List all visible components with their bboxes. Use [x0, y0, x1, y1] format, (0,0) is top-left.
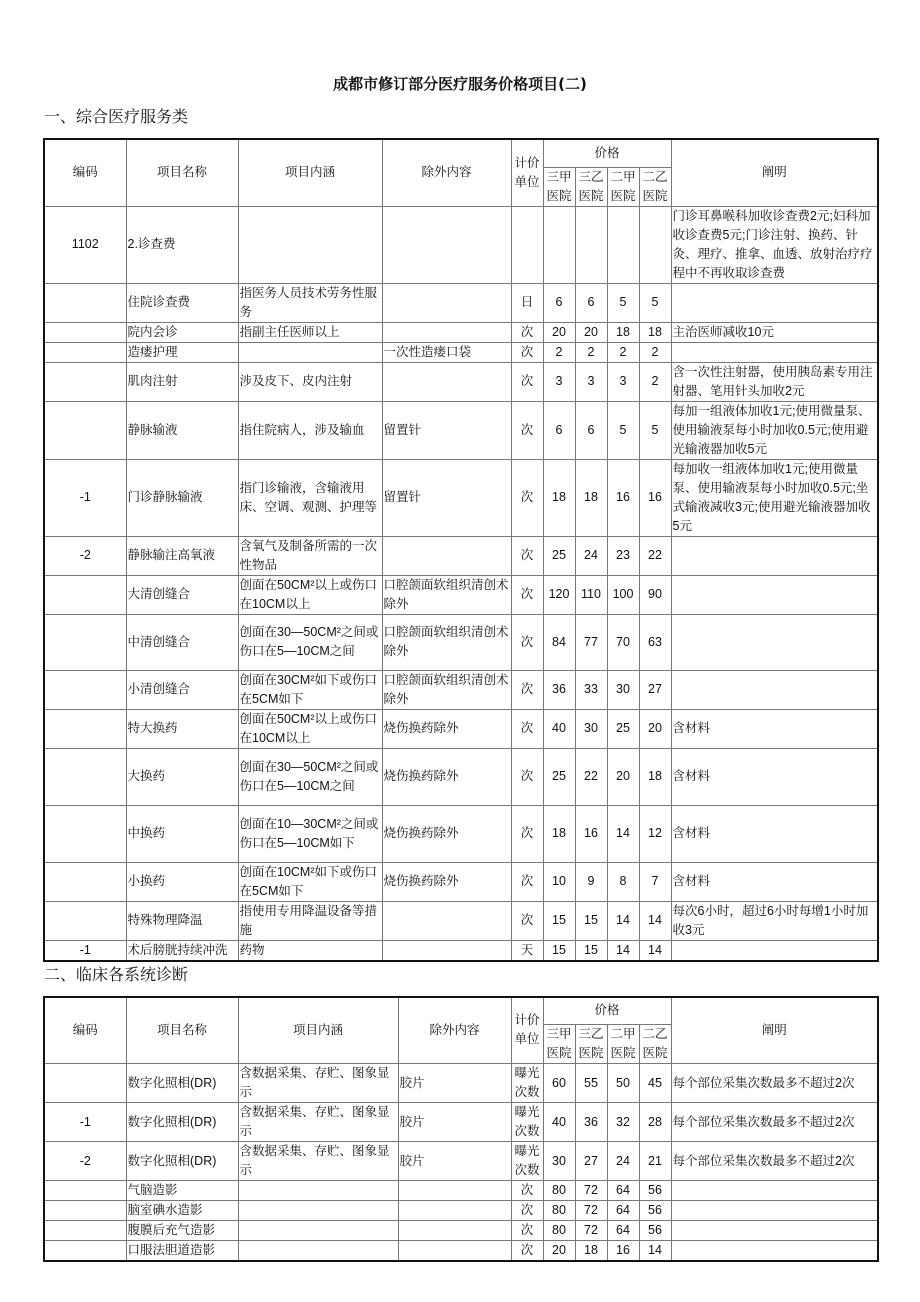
- price-table-general: [43, 138, 879, 962]
- item-exclusions: 胶片: [398, 1103, 511, 1142]
- header-name: 项目名称: [126, 139, 238, 206]
- item-price-2: 14: [607, 805, 639, 862]
- item-price-3: 28: [639, 1103, 671, 1142]
- item-price-0: 2: [543, 342, 575, 362]
- item-price-0: 80: [543, 1181, 575, 1201]
- item-price-0: 25: [543, 748, 575, 805]
- item-price-3: 2: [639, 342, 671, 362]
- table-header-row: [44, 139, 878, 167]
- item-price-0: 18: [543, 459, 575, 536]
- item-note: 含材料: [671, 862, 878, 901]
- header-level-3: 二乙医院: [639, 167, 671, 206]
- item-price-2: 20: [607, 748, 639, 805]
- header-unit: 计价单位: [511, 997, 543, 1064]
- item-price-1: 72: [575, 1221, 607, 1241]
- item-price-1: 30: [575, 709, 607, 748]
- item-content: 创面在30—50CM²之间或伤口在5—10CM之间: [238, 748, 382, 805]
- item-price-3: 22: [639, 536, 671, 575]
- item-unit: 次: [511, 614, 543, 670]
- item-name: 脑室碘水造影: [126, 1201, 238, 1221]
- table-row: [44, 670, 878, 709]
- item-price-3: 14: [639, 901, 671, 940]
- table-row: [44, 748, 878, 805]
- header-code: 编码: [44, 139, 126, 206]
- item-price-1: 27: [575, 1142, 607, 1181]
- item-unit: 次: [511, 862, 543, 901]
- item-content: 指使用专用降温设备等措施: [238, 901, 382, 940]
- item-price-0: 60: [543, 1064, 575, 1103]
- item-price-0: 6: [543, 401, 575, 459]
- item-price-0: 6: [543, 283, 575, 322]
- item-price-2: 64: [607, 1221, 639, 1241]
- item-price-0: 80: [543, 1221, 575, 1241]
- header-level-3: 二乙医院: [639, 1025, 671, 1064]
- item-code: [44, 805, 126, 862]
- item-name: 中换药: [126, 805, 238, 862]
- item-price-2: 25: [607, 709, 639, 748]
- item-name: 造瘘护理: [126, 342, 238, 362]
- item-unit: 次: [511, 670, 543, 709]
- item-price-1: 9: [575, 862, 607, 901]
- item-code: [44, 342, 126, 362]
- item-name: 大换药: [126, 748, 238, 805]
- item-price-3: 20: [639, 709, 671, 748]
- item-code: -1: [44, 459, 126, 536]
- table-row: [44, 1142, 878, 1181]
- item-content: 含数据采集、存贮、图象显示: [238, 1142, 398, 1181]
- item-price-2: 70: [607, 614, 639, 670]
- item-unit: 曝光次数: [511, 1064, 543, 1103]
- item-note: [671, 1221, 878, 1241]
- item-price-2: 5: [607, 401, 639, 459]
- item-price-1: 20: [575, 322, 607, 342]
- item-price-3: 90: [639, 575, 671, 614]
- item-price-3: 45: [639, 1064, 671, 1103]
- item-price-2: 3: [607, 362, 639, 401]
- item-note: 含材料: [671, 709, 878, 748]
- item-price-2: 32: [607, 1103, 639, 1142]
- item-unit: 次: [511, 748, 543, 805]
- item-code: 1102: [44, 206, 126, 283]
- item-name: 大清创缝合: [126, 575, 238, 614]
- item-code: -1: [44, 940, 126, 961]
- item-unit: 次: [511, 1241, 543, 1262]
- table-row: [44, 401, 878, 459]
- item-exclusions: 一次性造瘘口袋: [382, 342, 511, 362]
- item-unit: 次: [511, 901, 543, 940]
- item-price-2: 50: [607, 1064, 639, 1103]
- item-name: 术后膀胱持续冲洗: [126, 940, 238, 961]
- item-note: 含材料: [671, 748, 878, 805]
- item-price-3: 5: [639, 401, 671, 459]
- item-exclusions: 口腔颌面软组织清创术除外: [382, 670, 511, 709]
- item-exclusions: [382, 536, 511, 575]
- item-unit: 次: [511, 709, 543, 748]
- item-price-3: 56: [639, 1201, 671, 1221]
- item-exclusions: 胶片: [398, 1064, 511, 1103]
- table-row: [44, 709, 878, 748]
- item-note: 门诊耳鼻喉科加收诊查费2元;妇科加收诊查费5元;门诊注射、换药、针灸、理疗、推拿、血透、放射治疗疗程中不再收取诊查费: [671, 206, 878, 283]
- item-code: [44, 575, 126, 614]
- section-heading: 二、临床各系统诊断: [44, 964, 189, 984]
- item-content: 创面在10CM²如下或伤口在5CM如下: [238, 862, 382, 901]
- item-code: [44, 748, 126, 805]
- item-note: 主治医师减收10元: [671, 322, 878, 342]
- header-level-0: 三甲医院: [543, 167, 575, 206]
- item-exclusions: 烧伤换药除外: [382, 709, 511, 748]
- item-exclusions: [382, 901, 511, 940]
- item-price-0: 15: [543, 901, 575, 940]
- item-code: [44, 1221, 126, 1241]
- item-price-2: 5: [607, 283, 639, 322]
- item-price-0: 120: [543, 575, 575, 614]
- table-row: [44, 459, 878, 536]
- header-level-1: 三乙医院: [575, 167, 607, 206]
- item-price-1: 72: [575, 1181, 607, 1201]
- item-price-0: 3: [543, 362, 575, 401]
- table-row: [44, 614, 878, 670]
- item-note: 每加一组液体加收1元;使用微量泵、使用输液泵每小时加收0.5元;使用避光输液器加收5元: [671, 401, 878, 459]
- item-content: [238, 1201, 398, 1221]
- item-price-3: 56: [639, 1221, 671, 1241]
- item-unit: 次: [511, 1201, 543, 1221]
- item-note: [671, 575, 878, 614]
- table-row: [44, 536, 878, 575]
- item-note: 每个部位采集次数最多不超过2次: [671, 1103, 878, 1142]
- item-price-0: 30: [543, 1142, 575, 1181]
- item-price-0: 25: [543, 536, 575, 575]
- item-code: [44, 1241, 126, 1262]
- item-unit: 次: [511, 1181, 543, 1201]
- item-code: [44, 1064, 126, 1103]
- item-price-2: [607, 206, 639, 283]
- item-unit: 日: [511, 283, 543, 322]
- item-price-2: 16: [607, 1241, 639, 1262]
- header-price: 价格: [543, 997, 671, 1025]
- item-exclusions: 口腔颌面软组织清创术除外: [382, 575, 511, 614]
- item-note: [671, 1201, 878, 1221]
- item-name: 特大换药: [126, 709, 238, 748]
- item-price-3: 5: [639, 283, 671, 322]
- item-name: 小清创缝合: [126, 670, 238, 709]
- item-name: 2.诊查费: [126, 206, 238, 283]
- header-price: 价格: [543, 139, 671, 167]
- item-note: [671, 614, 878, 670]
- item-note: 每个部位采集次数最多不超过2次: [671, 1064, 878, 1103]
- item-name: 静脉输注高氧液: [126, 536, 238, 575]
- item-price-2: 8: [607, 862, 639, 901]
- item-price-3: 12: [639, 805, 671, 862]
- item-name: 数字化照相(DR): [126, 1064, 238, 1103]
- table-row: [44, 1221, 878, 1241]
- item-content: 创面在30—50CM²之间或伤口在5—10CM之间: [238, 614, 382, 670]
- item-price-1: 72: [575, 1201, 607, 1221]
- item-price-1: 18: [575, 1241, 607, 1262]
- item-name: 静脉输液: [126, 401, 238, 459]
- item-price-0: 80: [543, 1201, 575, 1221]
- item-price-2: 64: [607, 1181, 639, 1201]
- item-price-0: 10: [543, 862, 575, 901]
- item-note: 每加收一组液体加收1元;使用微量泵、使用输液泵每小时加收0.5元;坐式输液减收3元;使用避光输液器加收5元: [671, 459, 878, 536]
- item-price-2: 100: [607, 575, 639, 614]
- item-exclusions: 烧伤换药除外: [382, 805, 511, 862]
- table-row: [44, 283, 878, 322]
- item-content: 指医务人员技术劳务性服务: [238, 283, 382, 322]
- table-row: [44, 1064, 878, 1103]
- header-content: 项目内涵: [238, 997, 398, 1064]
- item-price-0: [543, 206, 575, 283]
- table-row: [44, 805, 878, 862]
- table-row: [44, 940, 878, 961]
- item-content: 指门诊输液，含输液用床、空调、观测、护理等: [238, 459, 382, 536]
- item-unit: 次: [511, 362, 543, 401]
- item-content: 指住院病人，涉及输血: [238, 401, 382, 459]
- item-note: [671, 1181, 878, 1201]
- item-note: [671, 670, 878, 709]
- item-price-1: 6: [575, 283, 607, 322]
- table-row: [44, 575, 878, 614]
- item-exclusions: [382, 362, 511, 401]
- item-note: [671, 342, 878, 362]
- item-note: [671, 940, 878, 961]
- item-price-0: 40: [543, 1103, 575, 1142]
- item-exclusions: [382, 206, 511, 283]
- item-note: 每个部位采集次数最多不超过2次: [671, 1142, 878, 1181]
- item-price-1: 2: [575, 342, 607, 362]
- item-note: [671, 1241, 878, 1262]
- item-price-2: 30: [607, 670, 639, 709]
- item-code: [44, 283, 126, 322]
- item-unit: [511, 206, 543, 283]
- item-code: [44, 362, 126, 401]
- item-price-2: 64: [607, 1201, 639, 1221]
- item-price-1: 33: [575, 670, 607, 709]
- item-name: 门诊静脉输液: [126, 459, 238, 536]
- item-name: 数字化照相(DR): [126, 1103, 238, 1142]
- table-row: [44, 322, 878, 342]
- header-name: 项目名称: [126, 997, 238, 1064]
- item-exclusions: [398, 1241, 511, 1262]
- item-price-3: 14: [639, 940, 671, 961]
- item-unit: 曝光次数: [511, 1142, 543, 1181]
- header-level-2: 二甲医院: [607, 167, 639, 206]
- item-code: [44, 709, 126, 748]
- item-price-3: 18: [639, 748, 671, 805]
- item-code: [44, 614, 126, 670]
- item-content: 涉及皮下、皮内注射: [238, 362, 382, 401]
- item-price-0: 15: [543, 940, 575, 961]
- item-price-1: 24: [575, 536, 607, 575]
- item-content: 药物: [238, 940, 382, 961]
- item-price-3: [639, 206, 671, 283]
- item-content: [238, 206, 382, 283]
- item-note: [671, 536, 878, 575]
- item-name: 数字化照相(DR): [126, 1142, 238, 1181]
- header-note: 阐明: [671, 997, 878, 1064]
- item-price-0: 36: [543, 670, 575, 709]
- item-price-1: 55: [575, 1064, 607, 1103]
- item-price-1: 6: [575, 401, 607, 459]
- item-price-2: 16: [607, 459, 639, 536]
- item-price-0: 20: [543, 322, 575, 342]
- item-name: 院内会诊: [126, 322, 238, 342]
- item-content: [238, 1181, 398, 1201]
- item-price-3: 21: [639, 1142, 671, 1181]
- item-content: 创面在10—30CM²之间或伤口在5—10CM如下: [238, 805, 382, 862]
- item-name: 气脑造影: [126, 1181, 238, 1201]
- item-unit: 次: [511, 536, 543, 575]
- item-name: 住院诊查费: [126, 283, 238, 322]
- item-price-3: 16: [639, 459, 671, 536]
- item-exclusions: [398, 1221, 511, 1241]
- item-code: [44, 862, 126, 901]
- header-exclusions: 除外内容: [398, 997, 511, 1064]
- item-exclusions: 烧伤换药除外: [382, 748, 511, 805]
- item-unit: 次: [511, 342, 543, 362]
- item-exclusions: 烧伤换药除外: [382, 862, 511, 901]
- item-unit: 天: [511, 940, 543, 961]
- table-row: [44, 1181, 878, 1201]
- item-unit: 次: [511, 575, 543, 614]
- header-level-0: 三甲医院: [543, 1025, 575, 1064]
- item-price-3: 56: [639, 1181, 671, 1201]
- table-row: [44, 862, 878, 901]
- item-code: [44, 1181, 126, 1201]
- item-note: 含一次性注射器，使用胰岛素专用注射器、笔用针头加收2元: [671, 362, 878, 401]
- item-price-3: 63: [639, 614, 671, 670]
- item-price-1: 3: [575, 362, 607, 401]
- item-code: -2: [44, 1142, 126, 1181]
- item-content: [238, 342, 382, 362]
- item-exclusions: [382, 940, 511, 961]
- item-note: [671, 283, 878, 322]
- item-price-1: 110: [575, 575, 607, 614]
- table-row: [44, 1103, 878, 1142]
- item-price-1: 22: [575, 748, 607, 805]
- item-price-1: 36: [575, 1103, 607, 1142]
- item-price-3: 18: [639, 322, 671, 342]
- header-level-1: 三乙医院: [575, 1025, 607, 1064]
- item-name: 肌肉注射: [126, 362, 238, 401]
- header-level-2: 二甲医院: [607, 1025, 639, 1064]
- item-unit: 次: [511, 1221, 543, 1241]
- item-price-1: 18: [575, 459, 607, 536]
- item-code: [44, 401, 126, 459]
- item-price-2: 2: [607, 342, 639, 362]
- price-table-diagnosis: [43, 996, 879, 1263]
- item-name: 中清创缝合: [126, 614, 238, 670]
- item-price-2: 14: [607, 901, 639, 940]
- item-code: -2: [44, 536, 126, 575]
- item-price-0: 20: [543, 1241, 575, 1262]
- item-exclusions: 口腔颌面软组织清创术除外: [382, 614, 511, 670]
- item-price-2: 14: [607, 940, 639, 961]
- header-note: 阐明: [671, 139, 878, 206]
- item-price-3: 14: [639, 1241, 671, 1262]
- item-name: 小换药: [126, 862, 238, 901]
- item-price-1: 16: [575, 805, 607, 862]
- table-row: [44, 342, 878, 362]
- item-content: 含氧气及制备所需的一次性物品: [238, 536, 382, 575]
- section-heading: 一、综合医疗服务类: [44, 107, 189, 126]
- item-price-1: 15: [575, 940, 607, 961]
- item-exclusions: 留置针: [382, 459, 511, 536]
- table-row: [44, 206, 878, 283]
- item-unit: 次: [511, 459, 543, 536]
- item-price-1: 77: [575, 614, 607, 670]
- item-content: 创面在30CM²如下或伤口在5CM如下: [238, 670, 382, 709]
- header-unit: 计价单位: [511, 139, 543, 206]
- item-content: 含数据采集、存贮、图象显示: [238, 1103, 398, 1142]
- item-content: 含数据采集、存贮、图象显示: [238, 1064, 398, 1103]
- item-unit: 曝光次数: [511, 1103, 543, 1142]
- item-price-1: 15: [575, 901, 607, 940]
- item-code: [44, 670, 126, 709]
- item-note: 每次6小时，超过6小时每增1小时加收3元: [671, 901, 878, 940]
- item-price-3: 2: [639, 362, 671, 401]
- table-row: [44, 1201, 878, 1221]
- item-exclusions: [398, 1201, 511, 1221]
- item-price-0: 40: [543, 709, 575, 748]
- item-name: 口服法胆道造影: [126, 1241, 238, 1262]
- item-content: 创面在50CM²以上或伤口在10CM以上: [238, 575, 382, 614]
- header-code: 编码: [44, 997, 126, 1064]
- item-exclusions: [382, 322, 511, 342]
- item-code: -1: [44, 1103, 126, 1142]
- item-exclusions: 留置针: [382, 401, 511, 459]
- item-price-3: 27: [639, 670, 671, 709]
- item-exclusions: 胶片: [398, 1142, 511, 1181]
- item-code: [44, 901, 126, 940]
- item-content: [238, 1221, 398, 1241]
- item-exclusions: [382, 283, 511, 322]
- item-name: 腹膜后充气造影: [126, 1221, 238, 1241]
- item-unit: 次: [511, 805, 543, 862]
- item-unit: 次: [511, 322, 543, 342]
- item-price-2: 24: [607, 1142, 639, 1181]
- item-price-0: 18: [543, 805, 575, 862]
- header-content: 项目内涵: [238, 139, 382, 206]
- document-title: 成都市修订部分医疗服务价格项目(二): [333, 75, 587, 93]
- item-price-3: 7: [639, 862, 671, 901]
- item-name: 特殊物理降温: [126, 901, 238, 940]
- item-price-2: 18: [607, 322, 639, 342]
- header-exclusions: 除外内容: [382, 139, 511, 206]
- table-row: [44, 362, 878, 401]
- item-code: [44, 1201, 126, 1221]
- item-price-2: 23: [607, 536, 639, 575]
- table-row: [44, 901, 878, 940]
- item-content: 指副主任医师以上: [238, 322, 382, 342]
- item-content: [238, 1241, 398, 1262]
- item-unit: 次: [511, 401, 543, 459]
- table-header-row: [44, 997, 878, 1025]
- item-price-0: 84: [543, 614, 575, 670]
- item-code: [44, 322, 126, 342]
- item-price-1: [575, 206, 607, 283]
- item-content: 创面在50CM²以上或伤口在10CM以上: [238, 709, 382, 748]
- item-note: 含材料: [671, 805, 878, 862]
- table-row: [44, 1241, 878, 1262]
- item-exclusions: [398, 1181, 511, 1201]
